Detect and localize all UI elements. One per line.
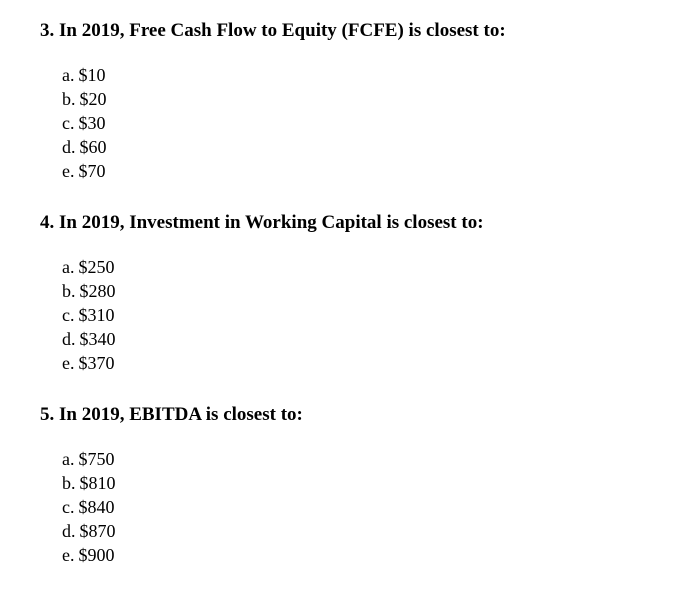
option-value: $870 bbox=[79, 521, 116, 541]
question-5-options bbox=[62, 447, 116, 567]
question-4-option-e bbox=[62, 351, 116, 375]
option-letter: b. bbox=[62, 473, 76, 493]
question-5-title: 5. In 2019, EBITDA is closest to: bbox=[40, 404, 303, 425]
question-5-option-e bbox=[62, 543, 116, 567]
question-4-option-c bbox=[62, 303, 116, 327]
option-letter: a. bbox=[62, 257, 75, 277]
option-value: $30 bbox=[78, 113, 106, 133]
question-4 bbox=[40, 211, 484, 373]
question-4-option-d bbox=[62, 327, 116, 351]
option-value: $60 bbox=[79, 137, 107, 157]
option-letter: d. bbox=[62, 521, 76, 541]
option-value: $340 bbox=[79, 329, 116, 349]
option-value: $10 bbox=[78, 65, 106, 85]
option-value: $20 bbox=[79, 89, 107, 109]
question-3-option-c bbox=[62, 111, 107, 135]
option-letter: a. bbox=[62, 449, 75, 469]
option-value: $310 bbox=[78, 305, 115, 325]
question-4-title: 4. In 2019, Investment in Working Capital is closest to: bbox=[40, 212, 484, 233]
question-5-option-b bbox=[62, 471, 116, 495]
question-3-options bbox=[62, 63, 107, 183]
option-value: $900 bbox=[78, 545, 115, 565]
option-letter: e. bbox=[62, 353, 75, 373]
question-5-option-a bbox=[62, 447, 116, 471]
option-value: $370 bbox=[78, 353, 115, 373]
option-letter: c. bbox=[62, 113, 75, 133]
option-letter: d. bbox=[62, 137, 76, 157]
option-letter: e. bbox=[62, 545, 75, 565]
question-4-option-b bbox=[62, 279, 116, 303]
question-5-option-d bbox=[62, 519, 116, 543]
option-letter: b. bbox=[62, 281, 76, 301]
question-4-option-a bbox=[62, 255, 116, 279]
question-4-options bbox=[62, 255, 116, 375]
question-3-option-d bbox=[62, 135, 107, 159]
option-letter: c. bbox=[62, 305, 75, 325]
question-3 bbox=[40, 19, 506, 181]
option-value: $810 bbox=[79, 473, 116, 493]
option-value: $280 bbox=[79, 281, 116, 301]
option-value: $750 bbox=[78, 449, 115, 469]
question-3-option-b bbox=[62, 87, 107, 111]
option-letter: c. bbox=[62, 497, 75, 517]
option-letter: d. bbox=[62, 329, 76, 349]
option-letter: b. bbox=[62, 89, 76, 109]
question-5 bbox=[40, 403, 303, 565]
option-letter: e. bbox=[62, 161, 75, 181]
question-3-title: 3. In 2019, Free Cash Flow to Equity (FCFE) is closest to: bbox=[40, 20, 506, 41]
question-3-option-a bbox=[62, 63, 107, 87]
option-value: $70 bbox=[78, 161, 106, 181]
option-value: $250 bbox=[78, 257, 115, 277]
option-value: $840 bbox=[78, 497, 115, 517]
question-5-option-c bbox=[62, 495, 116, 519]
question-3-option-e bbox=[62, 159, 107, 183]
option-letter: a. bbox=[62, 65, 75, 85]
